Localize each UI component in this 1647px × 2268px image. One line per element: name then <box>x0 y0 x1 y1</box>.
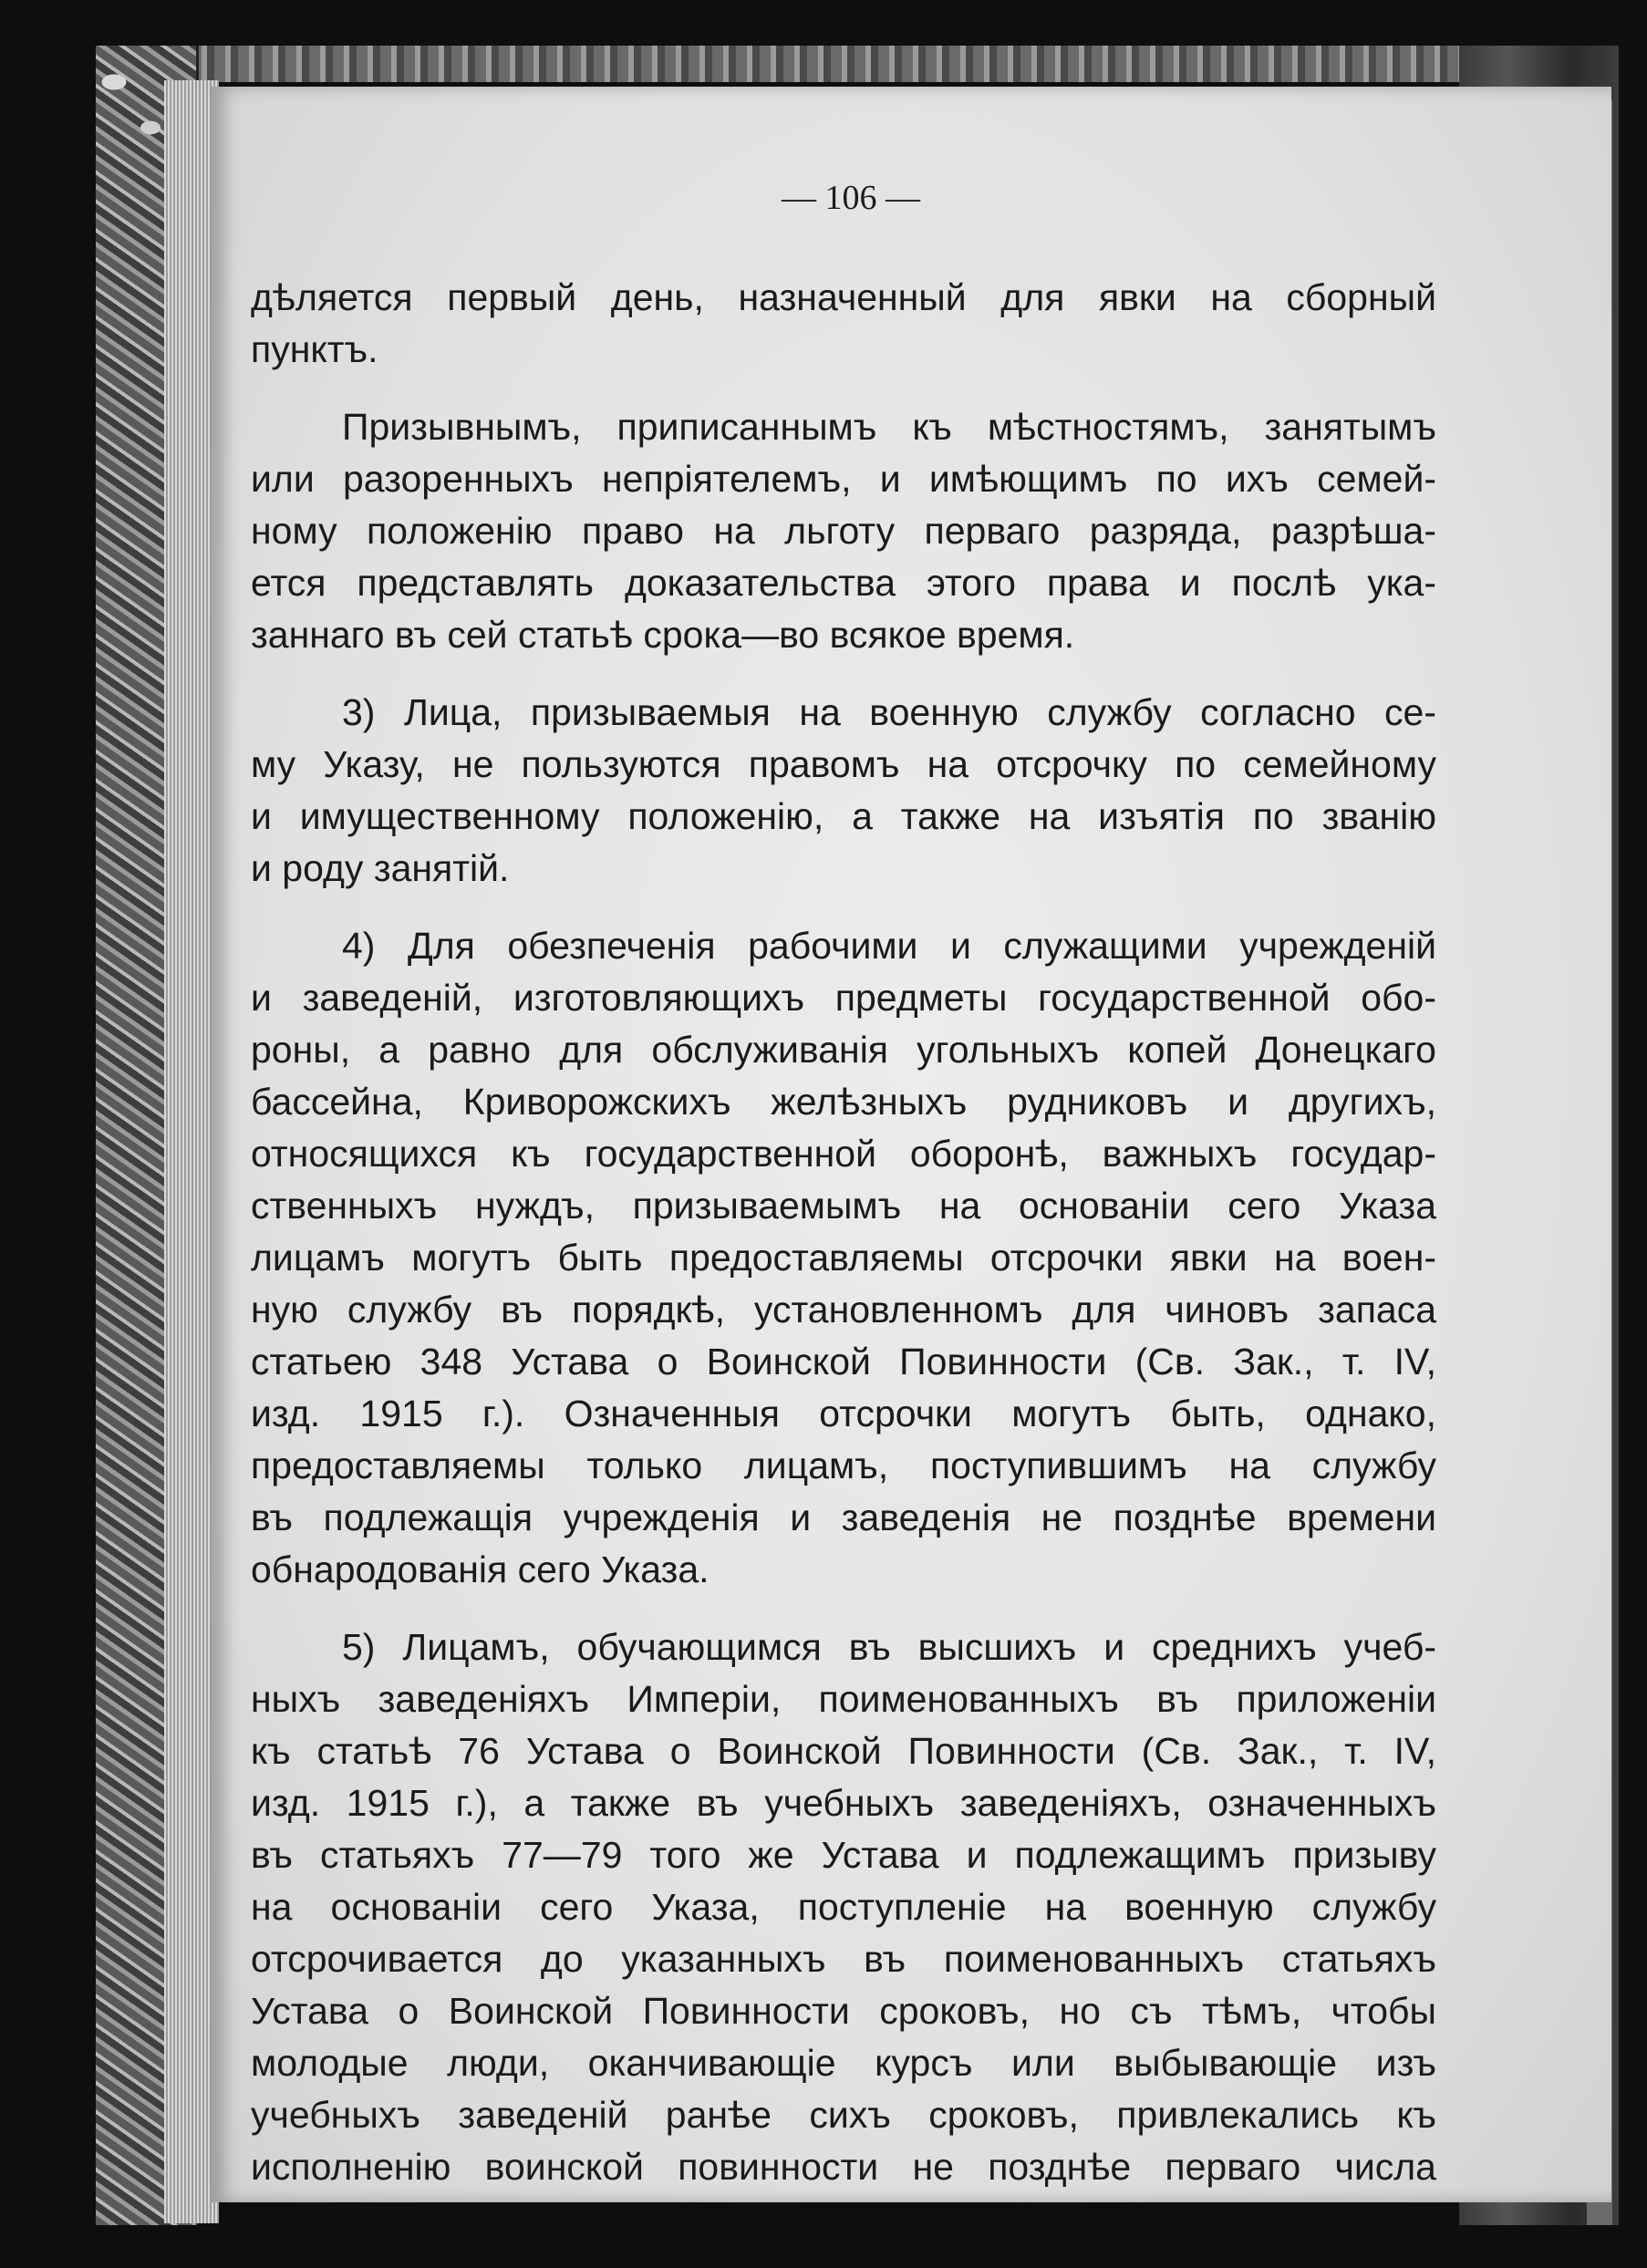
text-line: му Указу, не пользуются правомъ на отсрочку по семейному <box>251 743 1436 785</box>
text-line: роны, а равно для обслуживанія угольныхъ копей Донецкаго <box>251 1029 1436 1071</box>
text-line: относящихся къ государственной оборонѣ, важныхъ государ- <box>251 1133 1436 1175</box>
text-line: изд. 1915 г.). Означенныя отсрочки могутъ быть, однако, <box>251 1393 1436 1434</box>
marbled-cover-top <box>96 46 1464 82</box>
text-line: ется представлять доказательства этого права и послѣ ука- <box>251 562 1436 604</box>
page-text <box>251 272 1436 2193</box>
text-line: въ подлежащія учрежденія и заведенія не позднѣе времени <box>251 1496 1436 1538</box>
text-line: 5) Лицамъ, обучающимся въ высшихъ и среднихъ учеб- <box>342 1626 1436 1668</box>
text-line: отсрочивается до указанныхъ въ поименованныхъ статьяхъ <box>251 1938 1436 1980</box>
text-line: или разоренныхъ непріятелемъ, и имѣющимъ по ихъ семей- <box>251 458 1436 500</box>
text-line: обнародованія сего Указа. <box>251 1548 710 1590</box>
text-line: въ статьяхъ 77—79 того же Устава и подлежащимъ призыву <box>251 1834 1436 1876</box>
text-line: и заведеній, изготовляющихъ предметы государственной обо- <box>251 977 1436 1019</box>
text-line: ныхъ заведеніяхъ Имперіи, поименованныхъ въ приложеніи <box>251 1678 1436 1720</box>
text-line: ственныхъ нуждъ, призываемымъ на основаніи сего Указа <box>251 1185 1436 1227</box>
text-line: ную службу въ порядкѣ, установленномъ для чиновъ запаса <box>251 1289 1436 1331</box>
text-line: дѣляется первый день, назначенный для явки на сборный <box>251 276 1436 318</box>
paragraph <box>251 1621 1436 2193</box>
paragraph <box>251 920 1436 1596</box>
text-line: статьею 348 Устава о Воинской Повинности (Св. Зак., т. IV, <box>251 1341 1436 1383</box>
text-line: Устава о Воинской Повинности сроковъ, но съ тѣмъ, чтобы <box>251 1990 1436 2032</box>
text-line: на основаніи сего Указа, поступленіе на военную службу <box>251 1886 1436 1928</box>
text-line: Призывнымъ, приписаннымъ къ мѣстностямъ, занятымъ <box>342 406 1436 448</box>
paragraph <box>251 687 1436 895</box>
text-line: лицамъ могутъ быть предоставляемы отсрочки явки на воен- <box>251 1237 1436 1279</box>
text-line: исполненію воинской повинности не позднѣе перваго числа <box>251 2146 1436 2188</box>
text-line: предоставляемы только лицамъ, поступившимъ на службу <box>251 1445 1436 1486</box>
text-line: молодые люди, оканчивающіе курсъ или выбывающіе изъ <box>251 2042 1436 2084</box>
text-line: заннаго въ сей статьѣ срока—во всякое время. <box>251 614 1075 656</box>
text-line: изд. 1915 г.), а также въ учебныхъ заведеніяхъ, означенныхъ <box>251 1782 1436 1824</box>
text-line: и роду занятій. <box>251 847 510 889</box>
page-number: — 106 — <box>782 179 920 217</box>
paragraph <box>251 272 1436 376</box>
text-line: учебныхъ заведеній ранѣе сихъ сроковъ, привлекались къ <box>251 2094 1436 2136</box>
text-line: ному положенію право на льготу перваго разряда, разрѣша- <box>251 510 1436 552</box>
text-line: 4) Для обезпеченія рабочими и служащими учрежденій <box>342 925 1436 967</box>
text-line: 3) Лица, призываемыя на военную службу согласно се- <box>342 691 1436 733</box>
text-line: и имущественному положенію, а также на изъятія по званію <box>251 795 1436 837</box>
text-line: пунктъ. <box>251 328 378 370</box>
text-line: къ статьѣ 76 Устава о Воинской Повинности (Св. Зак., т. IV, <box>251 1730 1436 1772</box>
paragraph <box>251 401 1436 661</box>
text-line: бассейна, Криворожскихъ желѣзныхъ рудниковъ и другихъ, <box>251 1081 1436 1123</box>
page-stack-edges <box>164 80 219 2223</box>
